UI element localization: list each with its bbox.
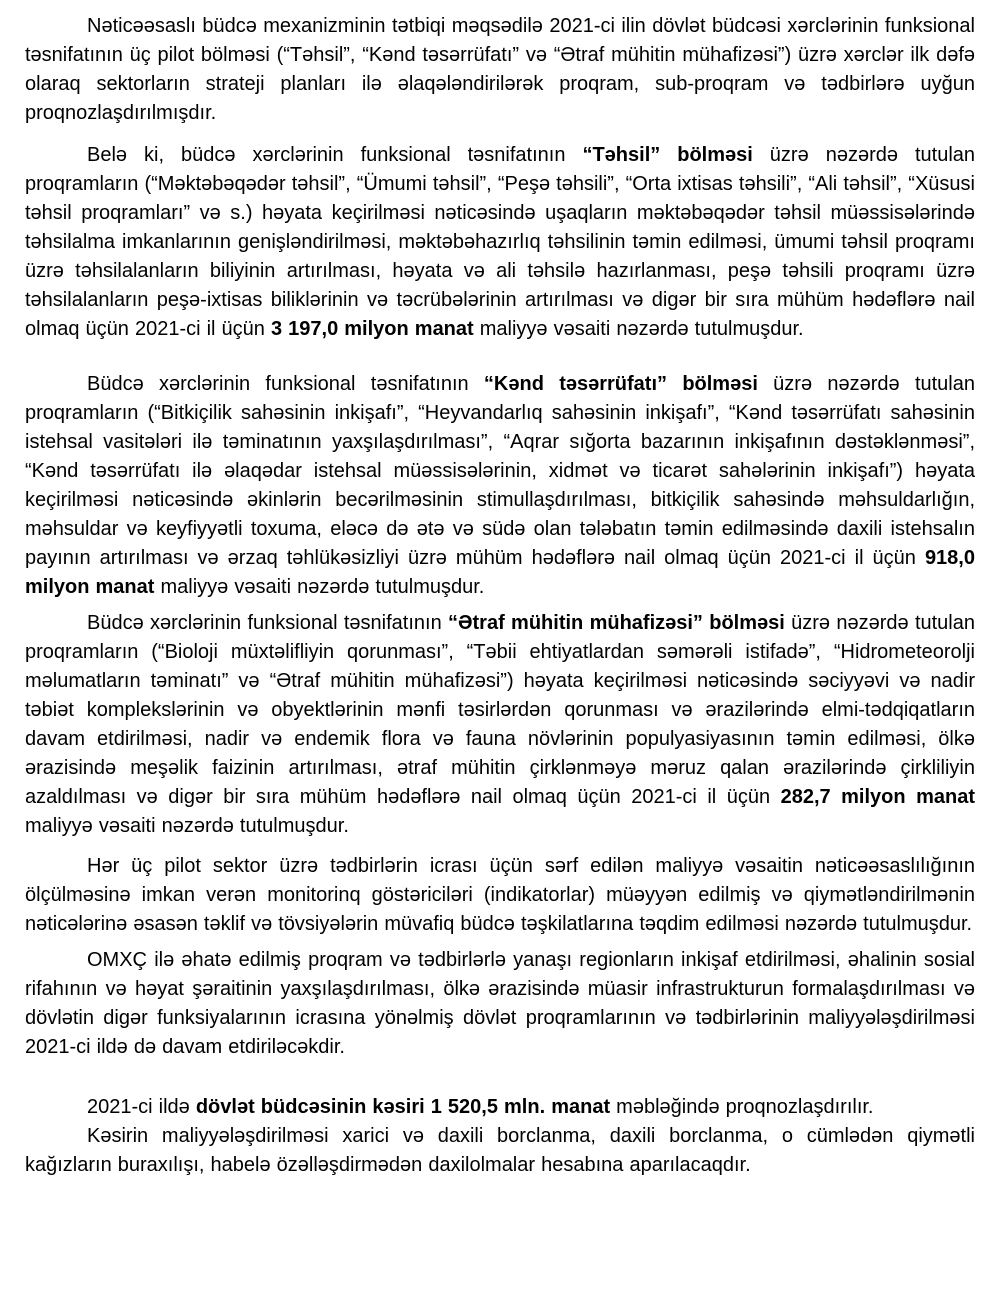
text-run: maliyyə vəsaiti nəzərdə tutulmuşdur. [154,576,485,598]
text-run: üzrə nəzərdə tutulan proqramların (“Bitkiçilik sahəsinin inkişafı”, “Heyvandarlıq sahəsinin inkişafı”, “Kənd təsərrüfatı sahəsinin istehsal vasitələri ilə təminatının yaxşılaşdırılması”, “Aqrar sığorta bazarının inkişafının dəstəklənməsi”, “Kənd təsərrüfatı ilə əlaqədar istehsal müəssisələrinin, xidmət və ticarət sahələrinin inkişafı”) həyata keçirilməsi nəticəsində əkinlərin becərilməsinin stimullaşdırılması, bitkiçilik sahəsində məhsuldarlığın, məhsuldar və keyfiyyətli toxuma, eləcə də ətə və südə olan tələbatın təmin edilməsində daxili istehsalın payının artırılması və ərzaq təhlükəsizliyi üzrə mühüm hədəflərə nail olmaq üçün 2021-ci il üçün [25,373,975,569]
text-run: Kəsirin maliyyələşdirilməsi xarici və daxili borclanma, daxili borclanma, o cümlədən qiymətli kağızların buraxılışı, habelə özəlləşdirmədən daxilolmalar hesabına aparılacaqdır. [25,1125,975,1176]
paragraph [25,370,975,602]
text-run: Belə ki, büdcə xərclərinin funksional təsnifatının [87,144,583,166]
text-run: Hər üç pilot sektor üzrə tədbirlərin icrası üçün sərf edilən maliyyə vəsaitin nəticəəsaslılığının ölçülməsinə imkan verən monitorinq göstəriciləri (indikatorlar) müəyyən edilmiş və qiymətləndirilmənin nəticələrinə əsasən təklif və tövsiyələrin müvafiq büdcə təşkilatlarına təqdim edilməsi nəzərdə tutulmuşdur. [25,855,975,935]
text-run: maliyyə vəsaiti nəzərdə tutulmuşdur. [25,815,349,837]
text-run: Nəticəəsaslı büdcə mexanizminin tətbiqi məqsədilə 2021-ci ilin dövlət büdcəsi xərclərinin funksional təsnifatının üç pilot bölməsi (“Təhsil”, “Kənd təsərrüfatı” və “Ətraf mühitin mühafizəsi”) üzrə xərclər ilk dəfə olaraq sektorların strateji planları ilə əlaqələndirilərək proqram, sub-proqram və tədbirlərə uyğun proqnozlaşdırılmışdır. [25,15,975,124]
bold-text-run: “Ətraf mühitin mühafizəsi” bölməsi [448,612,785,634]
paragraph [25,1093,975,1122]
text-run: məbləğində proqnozlaşdırılır. [610,1096,874,1118]
bold-text-run: “Kənd təsərrüfatı” bölməsi [483,373,758,395]
text-run: Büdcə xərclərinin funksional təsnifatının [87,373,484,395]
text-run: OMXÇ ilə əhatə edilmiş proqram və tədbirlərlə yanaşı regionların inkişaf etdirilməsi, əhalinin sosial rifahının və həyat şəraitinin yaxşılaşdırılması, ölkə ərazisində müasir infrastrukturun formalaşdırılması və dövlətin digər funksiyalarının icrasına yönəlmiş dövlət proqramlarının və tədbirlərinin maliyyələşdirilməsi 2021-ci ildə də davam etdiriləcəkdir. [25,949,975,1058]
bold-text-run: “Təhsil” bölməsi [582,144,753,166]
paragraph [25,852,975,939]
text-run: Büdcə xərclərinin funksional təsnifatının [87,612,448,634]
paragraph [25,1122,975,1180]
bold-text-run: dövlət büdcəsinin kəsiri 1 520,5 mln. manat [195,1096,611,1118]
document-body [25,12,975,1180]
text-run: üzrə nəzərdə tutulan proqramların (“Məktəbəqədər təhsil”, “Ümumi təhsil”, “Peşə təhsili”, “Orta ixtisas təhsili”, “Ali təhsil”, “Xüsusi təhsil proqramları” və s.) həyata keçirilməsi nəticəsində uşaqların məktəbəqədər təhsil müəssisələrində təhsilalma imkanlarının genişləndirilməsi, məktəbəhazırlıq təhsilinin təmin edilməsi, ümumi təhsil proqramı üzrə təhsilalanların biliyinin artırılması, həyata və ali təhsilə hazırlanması, peşə təhsili proqramı üzrə təhsilalanların peşə-ixtisas biliklərinin və təcrübələrinin artırılması və digər bir sıra mühüm hədəflərə nail olmaq üçün 2021-ci il üçün [25,144,976,340]
text-run: üzrə nəzərdə tutulan proqramların (“Bioloji müxtəlifliyin qorunması”, “Təbii ehtiyatlardan səmərəli istifadə”, “Hidrometeorolji məlumatların təminatı” və “Ətraf mühitin mühafizəsi”) həyata keçirilməsi nəticəsində səciyyəvi və nadir təbiət komplekslərinin və obyektlərinin mənfi təsirlərdən qorunması və ərazilərində elmi-tədqiqatların davam etdirilməsi, nadir və endemik flora və fauna növlərinin populyasiyasının təmin edilməsi, ölkə ərazisində meşəlik faizinin artırılması, ətraf mühitin çirklənməyə məruz qalan ərazilərində çirkliliyin azaldılması və digər bir sıra mühüm hədəflərə nail olmaq üçün 2021-ci il üçün [25,612,975,808]
paragraph [25,12,975,128]
bold-text-run: 3 197,0 milyon manat [270,318,474,340]
text-run: maliyyə vəsaiti nəzərdə tutulmuşdur. [473,318,804,340]
paragraph [25,141,975,344]
bold-text-run: 282,7 milyon manat [780,786,975,808]
paragraph [25,609,975,841]
paragraph [25,946,975,1062]
bold-text-run: 918,0 milyon manat [25,547,975,598]
text-run: 2021-ci ildə [87,1096,196,1118]
